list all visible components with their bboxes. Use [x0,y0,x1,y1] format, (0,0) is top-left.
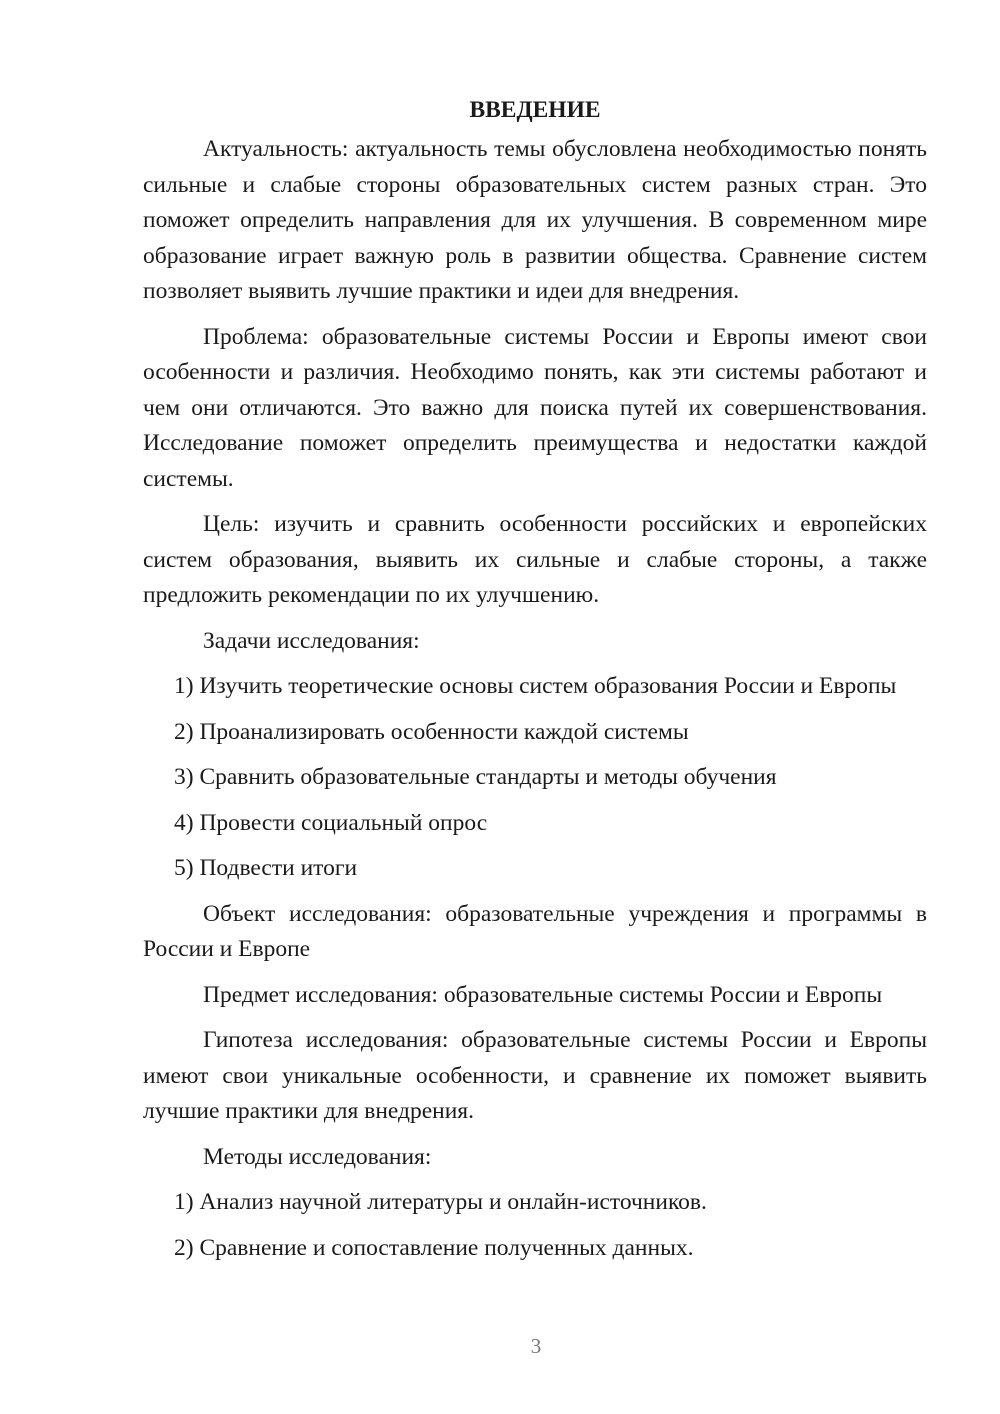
object-paragraph: Объект исследования: образовательные учреждения и программы в России и Европе [143,900,927,962]
relevance-paragraph: Актуальность: актуальность темы обусловлена необходимостью понять сильные и слабые стороны образовательных систем разных стран. Это поможет определить направления для их улучшения. В современном мире образование играет важную роль в развитии общества. Сравнение систем позволяет выявить лучшие практики и идеи для внедрения. [143,136,927,304]
subject-paragraph: Предмет исследования: образовательные системы России и Европы [203,981,883,1008]
method-item: 1) Анализ научной литературы и онлайн-источников. [174,1189,707,1215]
problem-paragraph: Проблема: образовательные системы России и Европы имеют свои особенности и различия. Необходимо понять, как эти системы работают и чем они отличаются. Это важно для поиска путей их совершенствования. Исследование поможет определить преимущества и недостатки каждой системы. [143,323,927,492]
tasks-title: Задачи исследования: [203,627,420,654]
page-number: 3 [530,1334,542,1358]
goal-paragraph: Цель: изучить и сравнить особенности российских и европейских систем образования, выявить их сильные и слабые стороны, а также предложить рекомендации по их улучшению. [143,511,927,608]
hypothesis-paragraph: Гипотеза исследования: образовательные системы России и Европы имеют свои уникальные особенности, и сравнение их поможет выявить лучшие практики для внедрения. [143,1027,927,1124]
task-item: 2) Проанализировать особенности каждой системы [174,718,689,745]
method-item: 2) Сравнение и сопоставление полученных данных. [174,1234,694,1261]
task-item: 1) Изучить теоретические основы систем образования России и Европы [174,673,897,699]
task-item: 5) Подвести итоги [174,855,358,881]
methods-title: Методы исследования: [203,1143,432,1170]
section-heading: ВВЕДЕНИЕ [469,97,601,123]
task-item: 4) Провести социальный опрос [174,809,488,836]
task-item: 3) Сравнить образовательные стандарты и методы обучения [174,764,777,790]
page-content [143,94,927,1276]
